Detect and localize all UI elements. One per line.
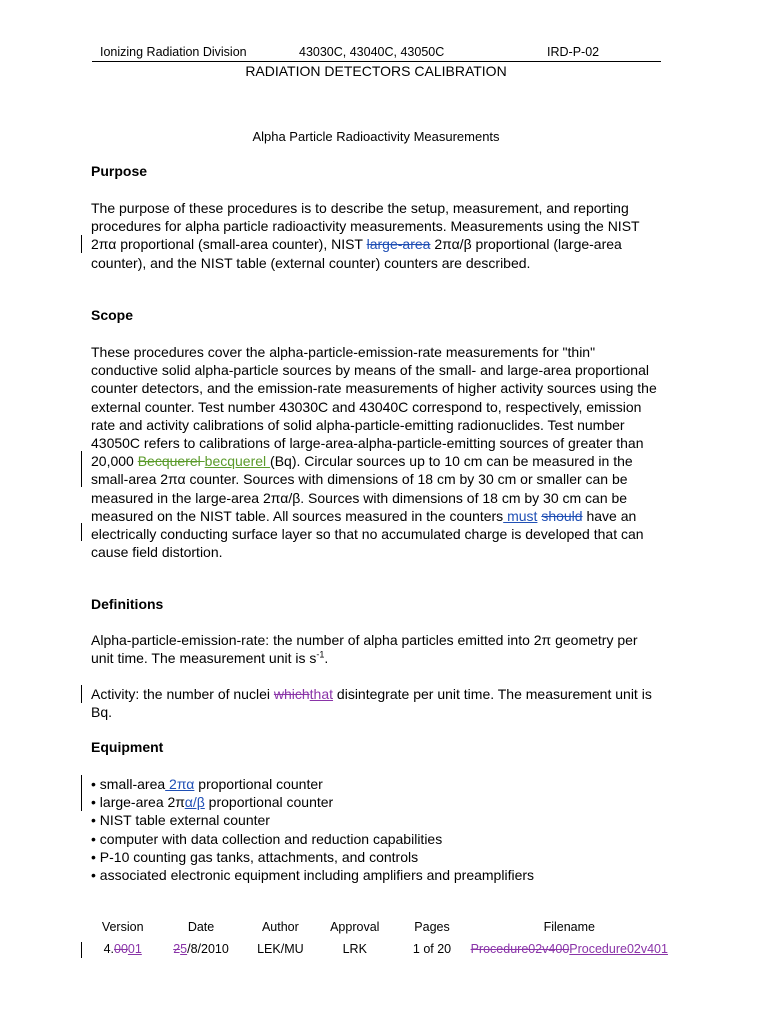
version-prefix: 4. bbox=[103, 942, 114, 956]
equipment-list bbox=[91, 775, 661, 884]
footer-author: LEK/MU bbox=[257, 942, 304, 956]
filename-deleted: Procedure02v400 bbox=[470, 942, 570, 956]
list-item bbox=[91, 775, 661, 793]
header-test-numbers: 43030C, 43040C, 43050C bbox=[299, 45, 445, 59]
change-bar bbox=[81, 451, 82, 487]
scope-inserted-must: must bbox=[503, 507, 538, 524]
change-bar bbox=[81, 523, 82, 541]
scope-text-2: (Bq). Circular sources up to 10 cm can be measured in the small-area 2πα counter. Sources with dimensions of 18 cm by 30 cm or smaller can be measured in the large-area 2πα/β. Sources with dimensions of 18 cm by 30 cm can be measured on the NIST table. All sources measured in the counters bbox=[91, 453, 633, 524]
footer-header-pages: Pages bbox=[414, 920, 450, 934]
change-bar bbox=[81, 775, 82, 811]
footer-header-date: Date bbox=[187, 920, 215, 934]
purpose-heading: Purpose bbox=[91, 163, 148, 179]
scope-deleted-becquerel: Becquerel bbox=[137, 453, 205, 470]
definition-1-superscript: -1 bbox=[316, 649, 325, 660]
header-rule bbox=[92, 61, 661, 62]
scope-text-3: have an electrically conducting surface layer so that no accumulated charge is developed that can cause field distortion. bbox=[91, 507, 644, 561]
footer-version bbox=[88, 938, 157, 960]
table-row bbox=[88, 916, 668, 938]
change-bar bbox=[81, 942, 82, 958]
equipment-item-2-text-2: proportional counter bbox=[204, 794, 334, 811]
list-item: • P-10 counting gas tanks, attachments, and controls bbox=[91, 848, 419, 865]
date-deleted: 2 bbox=[173, 942, 181, 956]
footer-date bbox=[157, 938, 244, 960]
footer-header-filename: Filename bbox=[543, 920, 595, 934]
equipment-item-1-inserted: 2πα bbox=[165, 776, 195, 792]
definition-alpha-emission-rate bbox=[91, 631, 661, 667]
scope-deleted-should: should bbox=[541, 507, 583, 524]
equipment-item-1-text-2: proportional counter bbox=[194, 776, 323, 792]
definition-activity bbox=[91, 685, 661, 721]
scope-inserted-becquerel: becquerel bbox=[204, 453, 271, 470]
filename-inserted: Procedure02v401 bbox=[569, 942, 668, 956]
list-item: • associated electronic equipment including amplifiers and preamplifiers bbox=[91, 867, 535, 884]
document-subtitle: Alpha Particle Radioactivity Measurements bbox=[252, 129, 500, 144]
definition-2-text-1: Activity: the number of nuclei bbox=[91, 686, 274, 702]
footer-pages: 1 of 20 bbox=[412, 942, 452, 956]
list-item: • computer with data collection and reduction capabilities bbox=[91, 830, 443, 847]
footer-header-approval: Approval bbox=[330, 920, 380, 934]
date-rest: /8/2010 bbox=[187, 942, 229, 956]
revision-table bbox=[88, 916, 668, 960]
header-doc-id: IRD-P-02 bbox=[547, 45, 600, 59]
purpose-text-1: The purpose of these procedures is to describe the setup, measurement, and reporting procedures for alpha particle radioactivity measurements. Measurements using the NIST 2πα proportional (small-area counter), NIST bbox=[91, 200, 640, 253]
equipment-heading: Equipment bbox=[91, 739, 164, 755]
scope-text-1: These procedures cover the alpha-particle-emission-rate measurements for "thin" conductive solid alpha-particle sources by means of the small- and large-area proportional counter detectors, and the emission-rate measurements of higher activity sources using the external counter. Test number 43030C and 43040C correspond to, respectively, emission rate and activity calibrations of solid alpha-particle-emitting radionuclides. Test number 43050C refers to calibrations of large-area-alpha-particle-emitting sources of greater than 20,000 bbox=[91, 344, 657, 470]
footer-header-version: Version bbox=[101, 920, 144, 934]
equipment-item-2-text: • large-area 2π bbox=[91, 794, 185, 811]
definition-2-deleted-which: which bbox=[273, 686, 310, 702]
footer-filename bbox=[471, 938, 668, 960]
date-inserted: 5 bbox=[180, 942, 188, 956]
header-division: Ionizing Radiation Division bbox=[100, 45, 247, 59]
definition-1-period: . bbox=[324, 650, 329, 667]
list-item: • NIST table external counter bbox=[91, 812, 270, 829]
change-bar bbox=[81, 235, 82, 253]
equipment-item-1-text: • small-area bbox=[91, 776, 166, 792]
change-bar bbox=[81, 685, 82, 703]
purpose-paragraph bbox=[91, 199, 661, 272]
definition-2-inserted-that: that bbox=[309, 686, 334, 702]
list-item bbox=[91, 793, 661, 811]
document-title: RADIATION DETECTORS CALIBRATION bbox=[245, 63, 507, 79]
scope-heading: Scope bbox=[91, 307, 134, 323]
definitions-heading: Definitions bbox=[91, 596, 164, 612]
scope-paragraph bbox=[91, 343, 661, 561]
version-deleted: 00 bbox=[114, 942, 128, 956]
footer-approval: LRK bbox=[342, 942, 367, 956]
version-inserted: 01 bbox=[127, 942, 142, 956]
equipment-item-2-inserted: α/β bbox=[184, 794, 205, 811]
definition-2-text-2: disintegrate per unit time. The measurement unit is Bq. bbox=[91, 686, 652, 721]
purpose-text-2: 2πα/β proportional (large-area counter), and the NIST table (external counter) counters are described. bbox=[91, 236, 622, 271]
footer-header-author: Author bbox=[261, 920, 299, 934]
table-row bbox=[88, 938, 668, 960]
definition-1-text: Alpha-particle-emission-rate: the number of alpha particles emitted into 2π geometry per unit time. The measurement unit is s bbox=[91, 632, 638, 667]
purpose-deleted-text: large-area bbox=[366, 236, 431, 253]
